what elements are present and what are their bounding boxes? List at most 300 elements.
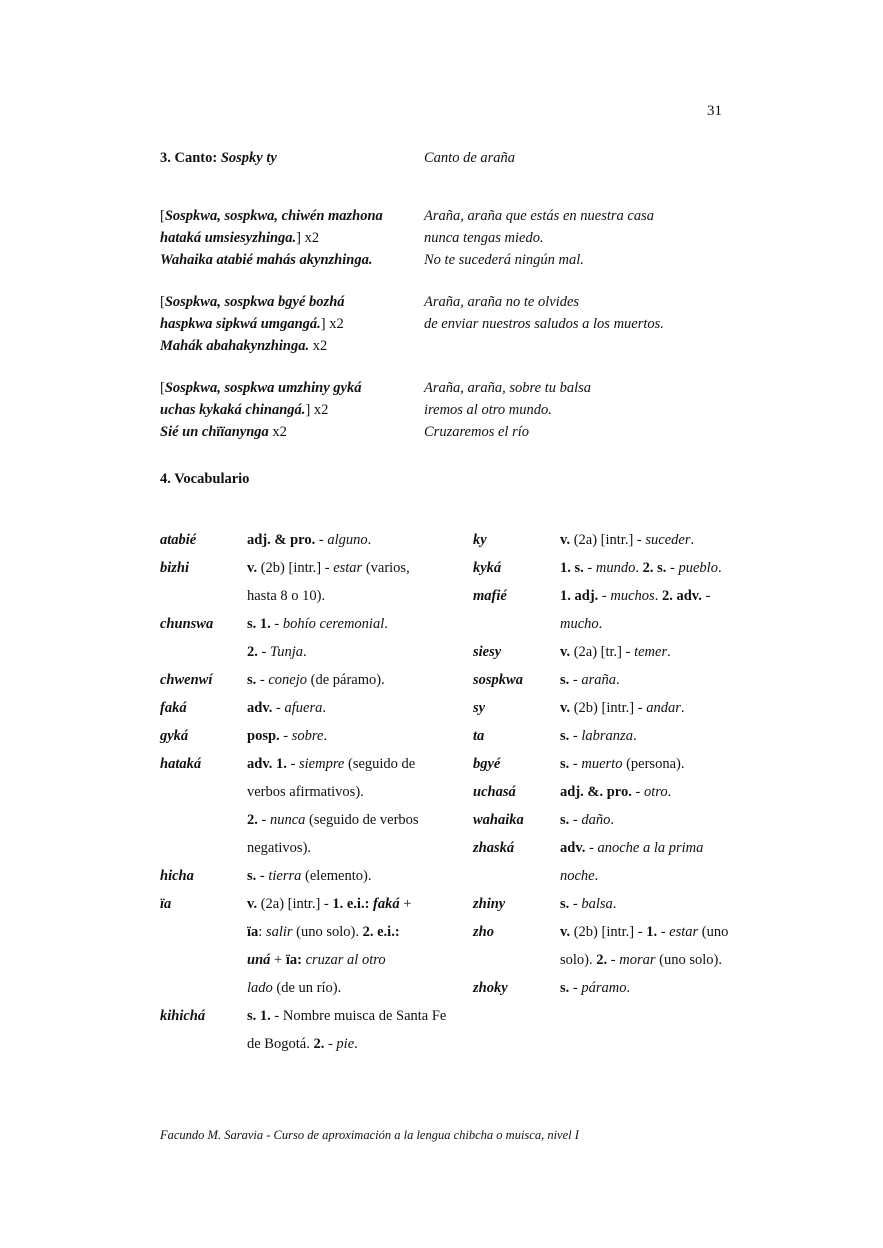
text-segment: . [632,728,637,744]
text-segment: Mahák abahakynzhinga. [160,338,310,354]
text-segment: Wahaika atabié mahás akynzhinga. [160,252,373,268]
text-segment: - [569,812,582,828]
vocabulary-definition [247,750,460,862]
vocabulary-entry [160,554,460,610]
vocabulary-entry [473,722,763,750]
definition-line [247,610,460,638]
text-segment: s. [560,756,570,772]
text-segment: verbos afirmativos). [247,784,364,800]
text-segment: adv. 1. [247,756,287,772]
text-segment: mucho [560,616,599,632]
definition-line [560,946,748,974]
vocabulary-definition [247,890,460,1002]
text-segment: (2a) [tr.] - [570,644,635,660]
text-segment: - [666,560,679,576]
stanza-line [160,291,760,313]
text-segment: hasta 8 o 10). [247,588,326,604]
vocabulary-definition [560,750,748,778]
definition-line [247,722,460,750]
text-segment: salir [265,924,293,940]
text-segment: - [569,728,582,744]
text-segment: - [569,896,582,912]
vocabulary-entry [160,694,460,722]
text-segment: cruzar al otro [305,952,386,968]
text-segment: 1. [646,924,658,940]
text-segment: 2. e.i.: [362,924,400,940]
definition-line [247,638,460,666]
vocabulary-entry [473,778,763,806]
vocabulary-headword: kihichá [160,1008,206,1024]
vocabulary-definition [560,890,748,918]
text-segment: anoche a la prima [597,840,704,856]
definition-line [247,778,460,806]
text-segment: s. 1. [247,1008,271,1024]
text-segment: Sié un chïïanynga [160,424,269,440]
vocabulary-definition [247,666,460,694]
vocabulary-definition [247,526,460,554]
definition-line [247,694,460,722]
stanza-line-original [160,377,361,399]
text-segment: - [631,784,644,800]
text-segment: lado [247,980,273,996]
text-segment: . [690,532,695,548]
stanza-line [160,399,760,421]
stanza-line-original [160,291,345,313]
text-segment: . [354,1036,358,1052]
text-segment: v. [560,924,571,940]
stanza-line [160,313,760,335]
vocabulary-definition [560,722,748,750]
text-segment: Sospkwa, sospkwa umzhiny gyká [164,380,362,396]
vocabulary-headword: zhiny [473,896,506,912]
stanza-2 [160,291,760,357]
definition-line [247,1030,460,1058]
vocabulary-heading: 4. Vocabulario [160,471,250,487]
definition-line [560,526,748,554]
text-segment: . [384,616,388,632]
text-segment: muchos [610,588,655,604]
text-segment: 2. [247,644,258,660]
definition-line [560,638,748,666]
text-segment: s. [560,728,570,744]
text-segment: 2. [596,952,608,968]
text-segment: 2. [247,812,258,828]
definition-line [247,582,460,610]
text-segment: araña [581,672,617,688]
text-segment: - [569,672,582,688]
vocabulary-definition [247,862,460,890]
text-segment: s. 1. [247,616,271,632]
text-segment: Sospkwa, sospkwa, chiwén mazhona [164,208,383,224]
vocabulary-entry [473,890,763,918]
text-segment: . [717,560,722,576]
stanza-line [160,249,760,271]
text-segment: negativos). [247,840,312,856]
text-segment: siempre [298,756,345,772]
vocabulary-entry [160,1002,460,1058]
stanza-line-original [160,335,327,357]
stanza-line-original [160,249,372,271]
definition-line [247,1002,460,1030]
text-segment: . [616,672,620,688]
text-segment: otro [643,784,668,800]
text-segment: conejo [268,672,308,688]
text-segment: (persona). [622,756,685,772]
stanza-line-translation: Araña, araña no te olvides [424,294,580,310]
definition-line [560,918,748,946]
definition-line [560,722,748,750]
vocabulary-entry [473,694,763,722]
definition-line [247,974,460,1002]
text-segment: estar [669,924,699,940]
text-segment: adj. &. pro. [560,784,632,800]
text-segment: . [667,784,672,800]
vocabulary-headword: zho [473,924,494,940]
text-segment: + [399,896,412,912]
definition-line [560,666,748,694]
vocabulary-definition [560,694,748,722]
vocabulary-headword: bgyé [473,756,501,772]
vocabulary-headword: zhaská [473,840,515,856]
stanza-line [160,377,760,399]
stanza-line-original [160,421,287,443]
vocabulary-entry [473,806,763,834]
text-segment: - [607,952,620,968]
page-footer: Facundo M. Saravia - Curso de aproximación a la lengua chibcha o muisca, nivel I [160,1128,579,1142]
text-segment: . [626,980,631,996]
definition-line [560,834,748,862]
text-segment: . [667,644,671,660]
text-segment: + [270,952,286,968]
definition-line [247,666,460,694]
text-segment: (uno [698,924,729,940]
vocabulary-definition [247,1002,460,1058]
text-segment: - [286,756,299,772]
text-segment: s. [560,812,570,828]
text-segment: 1. e.i.: [332,896,370,912]
vocabulary-headword: ta [473,728,485,744]
text-segment: - [583,560,596,576]
vocabulary-headword: atabié [160,532,197,548]
song-heading [160,150,277,167]
vocabulary-definition [560,918,748,974]
text-segment: v. [560,700,571,716]
text-segment: . [367,532,372,548]
vocabulary-headword: faká [160,700,187,716]
vocabulary-headword: chunswa [160,616,214,632]
vocabulary-headword: hataká [160,756,202,772]
text-segment: v. [560,532,571,548]
text-segment: - [598,588,611,604]
vocabulary-entry [160,722,460,750]
vocabulary-entry [160,750,460,862]
text-segment: - [657,924,670,940]
definition-line [560,582,748,610]
vocabulary-headword: kyká [473,560,502,576]
vocabulary-definition [560,974,748,1002]
vocabulary-definition [560,526,748,554]
vocabulary-headword: chwenwí [160,672,213,688]
text-segment: - [256,672,269,688]
vocabulary-entry [160,862,460,890]
text-segment: nunca [269,812,306,828]
text-segment: 2. s. [642,560,667,576]
vocabulary-headword: uchasá [473,784,516,800]
definition-line [560,554,748,582]
vocabulary-definition [560,834,748,890]
text-segment: x2 [309,338,328,354]
stanza-line [160,335,760,357]
text-segment: : [258,924,266,940]
text-segment: - [279,728,292,744]
definition-line [247,946,460,974]
definition-line [247,834,460,862]
stanza-line-original [160,227,319,249]
text-segment: . [654,588,662,604]
vocabulary-entry [160,610,460,666]
vocabulary-definition [560,666,748,694]
text-segment: 2. adv. [661,588,702,604]
definition-line [560,890,748,918]
text-segment: - [272,700,285,716]
vocabulary-headword: ïa [160,896,172,912]
text-segment: . [610,812,614,828]
vocabulary-entry [473,974,763,1002]
text-segment: [ [160,294,165,310]
text-segment: s. [560,980,570,996]
text-segment: daño [581,812,611,828]
text-segment: - [701,588,711,604]
definition-line [247,862,460,890]
text-segment: (2a) [intr.] - [570,532,646,548]
text-segment: posp. [247,728,280,744]
text-segment: - [257,812,270,828]
text-segment: hataká umsiesyzhinga. [160,230,297,246]
text-segment: v. [247,560,258,576]
text-segment: - [585,840,598,856]
definition-line [560,974,748,1002]
text-segment: (varios, [362,560,410,576]
text-segment: v. [560,644,571,660]
text-segment: s. [247,672,257,688]
text-segment: s. [247,868,257,884]
vocabulary-definition [247,722,460,750]
vocabulary-entry [473,750,763,778]
text-segment: ïa: [285,952,302,968]
vocabulary-headword: mafié [473,588,507,604]
vocabulary-headword: gyká [160,728,189,744]
text-segment: - [315,532,328,548]
text-segment: temer [634,644,668,660]
stanza-line [160,205,760,227]
vocabulary-definition [560,554,748,582]
text-segment: suceder [645,532,691,548]
stanza-line-original [160,313,344,335]
text-segment: bohío ceremonial [282,616,385,632]
text-segment: afuera [284,700,323,716]
text-segment: Sospkwa, sospkwa bgyé bozhá [164,294,345,310]
text-segment: ïa [247,924,259,940]
text-segment: 2. [313,1036,325,1052]
text-segment: . [635,560,643,576]
text-segment: (uno solo). [655,952,722,968]
vocabulary-definition [560,582,748,638]
vocabulary-entry [160,890,460,1002]
text-segment: pie [336,1036,355,1052]
text-segment: de Bogotá. [247,1036,314,1052]
vocabulary-headword: bizhi [160,560,190,576]
text-segment: . [612,896,617,912]
text-segment: (de páramo). [307,672,385,688]
stanza-line-translation: iremos al otro mundo. [424,402,552,418]
text-segment: . [598,616,603,632]
definition-line [560,806,748,834]
text-segment: mundo [595,560,636,576]
vocabulary-headword: hicha [160,868,194,884]
stanza-line [160,421,760,443]
text-segment: 1. adj. [560,588,599,604]
vocabulary-definition [560,778,748,806]
text-segment: pueblo [678,560,718,576]
vocabulary-entry [160,666,460,694]
text-segment: Tunja [269,644,304,660]
vocabulary-definition [560,806,748,834]
text-segment: 1. s. [560,560,584,576]
text-segment: - [569,980,582,996]
text-segment: (seguido de [344,756,416,772]
text-segment: [ [160,380,165,396]
definition-line [247,806,460,834]
text-segment: solo). [560,952,597,968]
vocabulary-headword: wahaika [473,812,524,828]
text-segment: páramo [581,980,627,996]
text-segment: (2b) [intr.] - [570,924,647,940]
vocabulary-headword: sospkwa [473,672,523,688]
definition-line [560,862,748,890]
vocabulary-entry [473,554,763,582]
text-segment: uchas kykaká chinangá. [160,402,306,418]
text-segment: alguno [327,532,368,548]
definition-line [247,750,460,778]
text-segment: adv. [560,840,586,856]
vocabulary-column-left [160,526,460,1058]
text-segment: - [324,1036,337,1052]
text-segment: ] x2 [305,402,329,418]
stanza-line-translation: de enviar nuestros saludos a los muertos. [424,316,664,332]
stanza-line-translation: No te sucederá ningún mal. [424,252,584,268]
text-segment: (2a) [intr.] - [257,896,333,912]
text-segment: morar [619,952,656,968]
definition-line [560,694,748,722]
text-segment: (seguido de verbos [305,812,419,828]
text-segment: adj. & pro. [247,532,316,548]
text-segment: s. [560,672,570,688]
definition-line [247,526,460,554]
vocabulary-headword: ky [473,532,487,548]
text-segment: s. [560,896,570,912]
vocabulary-column-right [473,526,763,1002]
vocabulary-headword: siesy [473,644,502,660]
vocabulary-definition [247,610,460,666]
text-segment: balsa [581,896,613,912]
text-segment: muerto [581,756,623,772]
text-segment: andar [646,700,681,716]
song-title: Sospky ty [220,150,277,166]
text-segment: - Nombre muisca de Santa Fe [270,1008,447,1024]
text-segment: - [257,644,270,660]
stanza-1 [160,205,760,271]
vocabulary-entry [473,834,763,890]
vocabulary-definition [247,694,460,722]
text-segment: - [569,756,582,772]
text-segment: . [323,728,328,744]
vocabulary-entry [473,666,763,694]
text-segment: labranza [581,728,633,744]
text-segment: . [322,700,326,716]
song-title-translation: Canto de araña [424,150,516,166]
text-segment: [ [160,208,165,224]
stanza-line-translation: Araña, araña que estás en nuestra casa [424,208,654,224]
text-segment: estar [333,560,363,576]
vocabulary-definition [247,554,460,610]
text-segment: - [256,868,269,884]
text-segment: (2b) [intr.] - [257,560,334,576]
text-segment: noche [560,868,595,884]
text-segment: x2 [268,424,287,440]
text-segment: . [303,644,307,660]
text-segment: sobre [291,728,324,744]
stanza-3 [160,377,760,443]
stanza-line [160,227,760,249]
text-segment: - [270,616,283,632]
text-segment: . [680,700,685,716]
definition-line [247,918,460,946]
text-segment: ] x2 [296,230,320,246]
stanza-line-original [160,205,383,227]
text-segment: tierra [268,868,302,884]
text-segment: . [594,868,599,884]
vocabulary-entry [473,526,763,554]
text-segment: uná [247,952,271,968]
text-segment: v. [247,896,258,912]
stanza-line-translation: nunca tengas miedo. [424,230,544,246]
text-segment: (elemento). [301,868,372,884]
stanza-line-translation: Araña, araña, sobre tu balsa [424,380,592,396]
definition-line [560,750,748,778]
song-heading-prefix: 3. Canto: [160,150,221,166]
definition-line [247,890,460,918]
text-segment: (uno solo). [292,924,363,940]
text-segment: (de un río). [272,980,342,996]
vocabulary-headword: sy [473,700,486,716]
vocabulary-definition [560,638,748,666]
stanza-line-original [160,399,328,421]
vocabulary-entry [473,582,763,638]
text-segment: adv. [247,700,273,716]
text-segment: ] x2 [320,316,344,332]
vocabulary-entry [473,638,763,666]
page-number: 31 [707,103,722,119]
definition-line [247,554,460,582]
stanza-line-translation: Cruzaremos el río [424,424,529,440]
text-segment: (2b) [intr.] - [570,700,647,716]
vocabulary-entry [160,526,460,554]
definition-line [560,610,748,638]
definition-line [560,778,748,806]
text-segment: haspkwa sipkwá umgangá. [160,316,321,332]
text-segment: faká [373,896,400,912]
vocabulary-entry [473,918,763,974]
